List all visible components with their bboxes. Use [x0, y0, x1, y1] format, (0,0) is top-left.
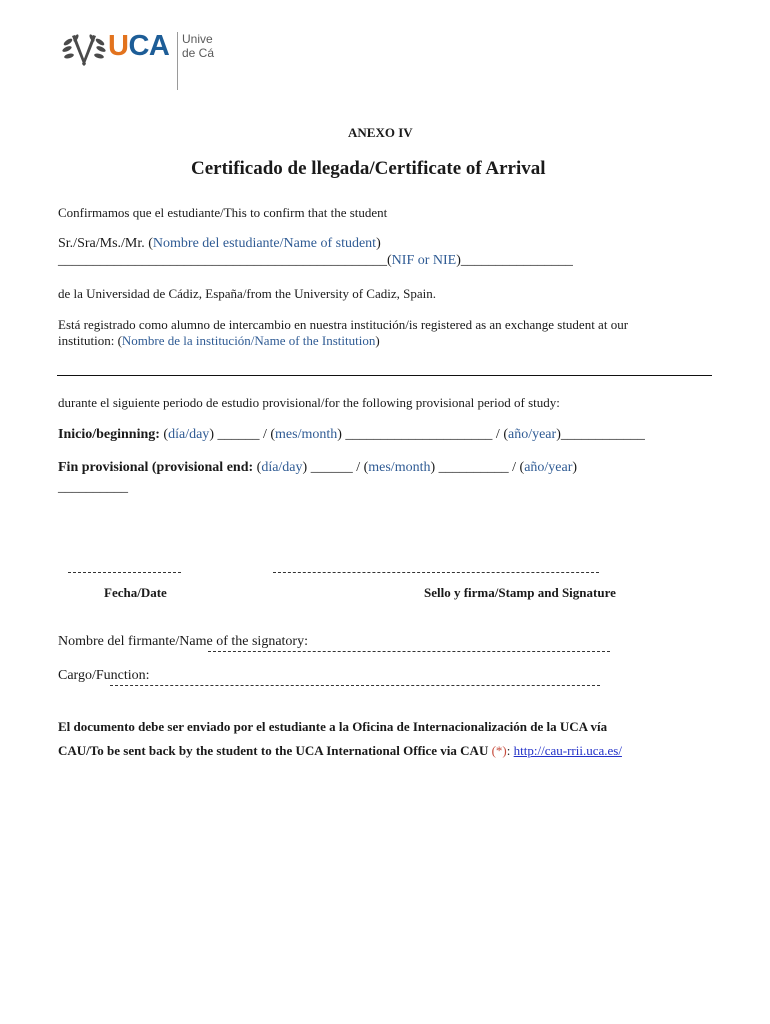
footer-note-line1: El documento debe ser enviado por el estudiante a la Oficina de Internacionalización de la UCA vía [58, 719, 608, 734]
end-month-field[interactable]: mes/month [368, 460, 431, 475]
separator-line [57, 375, 712, 376]
registered-text-line2: institution: (Nombre de la institución/Name of the Institution) [58, 333, 380, 348]
function-field[interactable] [110, 685, 600, 686]
annex-label: ANEXO IV [348, 125, 413, 140]
end-year-field[interactable]: año/year [524, 460, 573, 475]
stamp-signature-label: Sello y firma/Stamp and Signature [424, 585, 616, 600]
start-year-field[interactable]: año/year [507, 427, 557, 442]
university-text: de la Universidad de Cádiz, España/from the University of Cadiz, Spain. [58, 286, 436, 301]
university-logo [62, 22, 222, 92]
start-month-field[interactable]: mes/month [275, 427, 338, 442]
end-date-line: Fin provisional (provisional end: (día/day) ______ / (mes/month) __________ / (año/year) [58, 460, 578, 475]
logo-wordmark: Unive de Cá [182, 32, 215, 60]
date-signature-line [68, 572, 181, 573]
page-title: Certificado de llegada/Certificate of Arrival [191, 158, 546, 179]
confirm-text: Confirmamos que el estudiante/This to confirm that the student [58, 205, 388, 220]
end-date-continuation: __________ [58, 480, 128, 495]
signatory-label: Nombre del firmante/Name of the signatory: [58, 634, 308, 649]
asterisk-note: (*) [491, 743, 507, 758]
period-text: durante el siguiente periodo de estudio provisional/for the following provisional period of study: [58, 395, 560, 410]
student-name-field[interactable]: Nombre del estudiante/Name of student [152, 236, 377, 251]
signatory-field[interactable] [208, 651, 610, 652]
institution-name-field[interactable]: Nombre de la institución/Name of the Institution [121, 333, 376, 348]
nif-nie-field[interactable]: NIF or NIE [391, 253, 457, 268]
logo-acronym: UCA [108, 30, 170, 62]
cau-link[interactable]: http://cau-rrii.uca.es/ [513, 743, 622, 758]
student-id-line: _______________________________________________(NIF or NIE)________________ [58, 253, 573, 268]
end-day-field[interactable]: día/day [261, 460, 303, 475]
student-name-line: Sr./Sra/Ms./Mr. (Nombre del estudiante/Name of student) [58, 236, 381, 251]
footer-note-line2: CAU/To be sent back by the student to the UCA International Office via CAU (*): http://cau-rrii.uca.es/ [58, 743, 622, 758]
laurel-emblem-icon [62, 30, 106, 70]
start-day-field[interactable]: día/day [168, 427, 210, 442]
registered-text-line1: Está registrado como alumno de intercambio en nuestra institución/is registered as an exchange student at our [58, 317, 629, 332]
start-date-line: Inicio/beginning: (día/day) ______ / (mes/month) _____________________ / (año/year)____________ [58, 427, 645, 442]
stamp-signature-line [273, 572, 599, 573]
date-label: Fecha/Date [104, 585, 167, 600]
logo-divider [177, 32, 178, 90]
function-label: Cargo/Function: [58, 668, 150, 683]
